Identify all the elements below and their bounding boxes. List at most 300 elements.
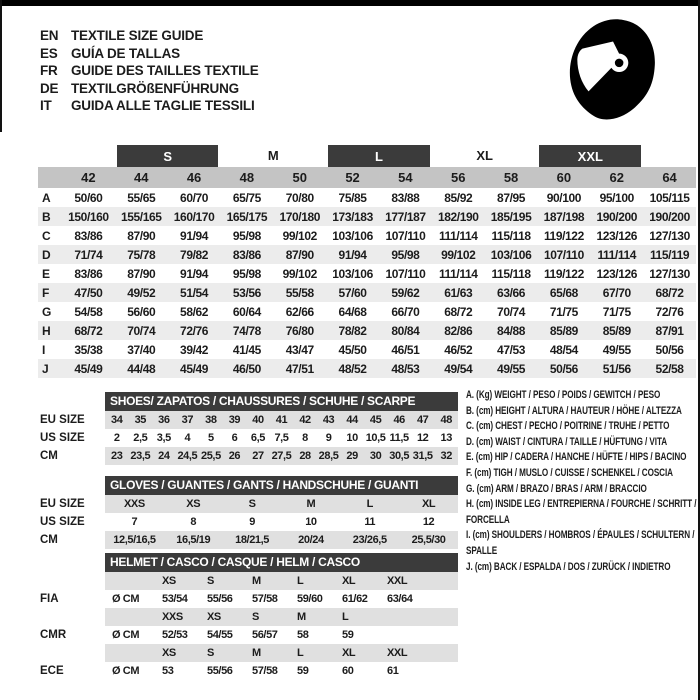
size-header-62: 62 <box>590 167 643 188</box>
cell-h-54: 80/84 <box>379 321 432 340</box>
helmet-size-s: S <box>245 608 290 626</box>
row-label-us-size: US SIZE <box>40 432 85 444</box>
cell-d-58: 103/106 <box>485 245 538 264</box>
cell-b-42: 150/160 <box>62 207 115 226</box>
cell-e-44: 87/90 <box>127 266 156 281</box>
cell-a-60: 90/100 <box>546 190 582 205</box>
cell-c-52: 103/106 <box>332 228 373 243</box>
helmet-value: 59/60 <box>297 593 323 605</box>
value-cell: 27 <box>246 447 270 465</box>
row-label-f: F <box>38 283 62 302</box>
cell-e-46: 91/94 <box>180 266 209 281</box>
language-title: TEXTILE SIZE GUIDE <box>71 28 204 43</box>
cell-h-52: 78/82 <box>326 321 379 340</box>
cell-i-50: 43/47 <box>285 342 314 357</box>
row-label-d: D <box>38 245 62 264</box>
band-filler <box>105 572 155 590</box>
band-filler <box>425 608 458 626</box>
cell-a-52: 75/85 <box>338 190 367 205</box>
cell-c-64: 127/130 <box>649 228 690 243</box>
row-label-i: I <box>42 342 45 357</box>
cell-h-42: 68/72 <box>62 321 115 340</box>
cell-h-48: 74/78 <box>220 321 273 340</box>
cell-b-64: 190/200 <box>643 207 696 226</box>
row-label-e: E <box>42 266 50 281</box>
helmet-value: 55/56 <box>207 665 233 677</box>
cell-i-42: 35/38 <box>74 342 103 357</box>
cell-c-60: 119/122 <box>543 228 584 243</box>
helmet-value: 58 <box>297 629 309 641</box>
size-header-56: 56 <box>432 167 485 188</box>
value-cell: 25,5/30 <box>399 531 458 549</box>
measurement-i: I. (cm) SHOULDERS / HOMBROS / ÉPAULES / SCHULTERN / SPALLE <box>466 529 695 557</box>
value-cell: L <box>340 495 399 513</box>
cell-b-48: 165/175 <box>220 207 273 226</box>
helmet-value: 57/58 <box>252 665 278 677</box>
cell-i-54: 46/51 <box>391 342 420 357</box>
cell-h-64: 87/91 <box>643 321 696 340</box>
cell-c-58: 115/118 <box>491 228 531 243</box>
cell-a-46: 60/70 <box>180 190 209 205</box>
helmet-size-table <box>38 553 458 680</box>
value-cell: 30,5 <box>387 447 411 465</box>
cell-d-56: 99/102 <box>432 245 485 264</box>
cell-i-48: 41/45 <box>232 342 261 357</box>
helmet-size-xxl: XXL <box>380 644 425 662</box>
value-cell: 18/21,5 <box>223 531 282 549</box>
language-code-es: ES <box>40 45 58 61</box>
value-cell: 6,5 <box>250 432 265 444</box>
cell-g-42: 54/58 <box>74 304 103 319</box>
helmet-size-xs: XS <box>200 608 245 626</box>
row-label-eu-size: EU SIZE <box>40 498 85 510</box>
cell-b-52: 173/183 <box>326 207 379 226</box>
cell-j-48: 46/50 <box>220 359 273 378</box>
row-label-h: H <box>38 321 62 340</box>
cell-h-56: 82/86 <box>432 321 485 340</box>
value-cell: 13 <box>440 432 452 444</box>
shoes-size-table <box>38 392 458 465</box>
value-cell: 46 <box>387 411 411 429</box>
language-code-en: EN <box>40 28 59 43</box>
cell-i-58: 47/53 <box>497 342 526 357</box>
cell-a-56: 85/92 <box>444 190 473 205</box>
value-cell: XL <box>399 495 458 513</box>
value-cell: 43 <box>317 411 341 429</box>
standard-label-cmr: CMR <box>40 629 67 641</box>
row-label-b: B <box>38 207 62 226</box>
section-title: HELMET / CASCO / CASQUE / HELM / CASCO <box>105 553 458 572</box>
section-title: SHOES/ ZAPATOS / CHAUSSURES / SCHUHE / SCARPE <box>105 392 458 411</box>
language-code-it: IT <box>40 98 52 113</box>
cell-b-58: 185/195 <box>485 207 538 226</box>
row-label-cm: CM <box>40 450 58 462</box>
cell-g-56: 68/72 <box>444 304 473 319</box>
value-cell: 2,5 <box>133 432 148 444</box>
cell-g-64: 72/76 <box>655 304 684 319</box>
cell-f-62: 67/70 <box>590 283 643 302</box>
value-cell: 45 <box>364 411 388 429</box>
standard-label-fia: FIA <box>40 593 59 605</box>
cell-a-50: 70/80 <box>285 190 314 205</box>
cell-h-44: 70/74 <box>115 321 168 340</box>
band-filler <box>425 572 458 590</box>
cell-i-60: 48/54 <box>549 342 578 357</box>
cell-i-52: 45/50 <box>338 342 367 357</box>
cell-g-48: 60/64 <box>232 304 261 319</box>
value-cell: 6 <box>231 432 238 444</box>
cell-b-60: 187/198 <box>537 207 590 226</box>
helmet-size-l: L <box>290 644 335 662</box>
diameter-unit: Ø CM <box>112 593 140 605</box>
measurement-b: B. (cm) HEIGHT / ALTURA / HAUTEUR / HÖHE / ALTEZZA <box>466 404 682 417</box>
cell-g-62: 71/75 <box>602 304 631 319</box>
value-cell: 9 <box>325 432 332 444</box>
helmet-size-s: S <box>200 572 245 590</box>
helmet-value: 55/56 <box>207 593 233 605</box>
measurement-e: E. (cm) HIP / CADERA / HANCHE / HÜFTE / HIPS / BACINO <box>466 451 687 464</box>
value-cell: 8 <box>190 516 197 528</box>
cell-f-58: 63/66 <box>485 283 538 302</box>
language-code-fr: FR <box>40 63 58 78</box>
cell-b-62: 190/200 <box>590 207 643 226</box>
value-cell: 42 <box>293 411 317 429</box>
language-title: GUIDE DES TAILLES TEXTILE <box>71 63 259 78</box>
cell-d-62: 111/114 <box>590 245 643 264</box>
value-cell: 11 <box>364 516 376 528</box>
cell-d-44: 75/78 <box>115 245 168 264</box>
helmet-value: 61 <box>387 665 399 677</box>
value-cell: 41 <box>270 411 294 429</box>
cell-h-46: 72/76 <box>168 321 221 340</box>
cell-f-50: 55/58 <box>273 283 326 302</box>
helmet-size-m: M <box>245 572 290 590</box>
size-group-l: L <box>328 145 430 167</box>
cell-g-58: 70/74 <box>497 304 526 319</box>
helmet-value: 59 <box>342 629 354 641</box>
cell-e-56: 111/114 <box>438 266 478 281</box>
cell-h-60: 85/89 <box>537 321 590 340</box>
language-row <box>40 80 259 98</box>
size-header-50: 50 <box>273 167 326 188</box>
value-cell: 44 <box>340 411 364 429</box>
cell-i-56: 46/52 <box>444 342 473 357</box>
cell-c-42: 83/86 <box>74 228 103 243</box>
helmet-value: 59 <box>297 665 309 677</box>
size-header-60: 60 <box>537 167 590 188</box>
row-label-us-size: US SIZE <box>40 516 85 528</box>
cell-a-62: 95/100 <box>599 190 634 205</box>
value-cell: 23/26,5 <box>340 531 399 549</box>
cell-b-44: 155/165 <box>115 207 168 226</box>
cell-j-56: 49/54 <box>432 359 485 378</box>
value-cell: 12 <box>422 516 435 528</box>
cell-d-42: 71/74 <box>62 245 115 264</box>
value-cell: M <box>281 495 340 513</box>
value-cell: 29 <box>340 447 364 465</box>
row-label-c: C <box>42 228 51 243</box>
value-cell: 12 <box>416 432 429 444</box>
helmet-size-blank <box>380 608 425 626</box>
cell-e-62: 123/126 <box>596 266 638 281</box>
cell-c-56: 111/114 <box>438 228 478 243</box>
cell-e-54: 107/110 <box>385 266 426 281</box>
cell-j-62: 51/56 <box>590 359 643 378</box>
cell-a-48: 65/75 <box>232 190 261 205</box>
helmet-size-xxs: XXS <box>155 608 200 626</box>
language-row <box>40 97 259 115</box>
helmet-size-s: S <box>200 644 245 662</box>
helmet-value: 56/57 <box>252 629 278 641</box>
diameter-unit: Ø CM <box>112 629 140 641</box>
section-title: GLOVES / GUANTES / GANTS / HANDSCHUHE / GUANTI <box>105 476 458 495</box>
size-header-46: 46 <box>168 167 221 188</box>
cell-a-54: 83/88 <box>391 190 420 205</box>
top-border <box>0 0 700 6</box>
value-cell: 26 <box>223 447 247 465</box>
value-cell: 23,5 <box>129 447 153 465</box>
cell-g-52: 64/68 <box>338 304 367 319</box>
measurement-f: F. (cm) TIGH / MUSLO / CUISSE / SCHENKEL / COSCIA <box>466 466 673 479</box>
measurement-g: G. (cm) ARM / BRAZO / BRAS / ARM / BRACCIO <box>466 482 647 495</box>
cell-e-50: 99/102 <box>282 266 317 281</box>
language-title: TEXTILGRÖßENFÜHRUNG <box>71 80 239 96</box>
main-size-table <box>38 144 696 378</box>
value-cell: 11,5 <box>389 432 409 444</box>
cell-f-56: 61/63 <box>432 283 485 302</box>
row-label-cm: CM <box>40 534 58 546</box>
value-cell: 3,5 <box>156 432 171 444</box>
cell-c-54: 107/110 <box>385 228 426 243</box>
helmet-value: 63/64 <box>387 593 413 605</box>
language-title: GUÍA DE TALLAS <box>71 45 180 61</box>
gloves-size-table <box>38 476 458 549</box>
language-row <box>40 27 259 45</box>
value-cell: 10 <box>305 516 317 528</box>
value-cell: 10,5 <box>365 432 386 444</box>
measurement-j: J. (cm) BACK / ESPALDA / DOS / ZURÜCK / INDIETRO <box>466 560 671 573</box>
cell-f-46: 51/54 <box>168 283 221 302</box>
row-label-g: G <box>42 304 51 319</box>
measurement-legend <box>466 388 697 575</box>
value-cell: 20/24 <box>281 531 340 549</box>
value-cell: 5 <box>208 432 214 444</box>
cell-e-64: 127/130 <box>649 266 690 281</box>
measurement-d: D. (cm) WAIST / CINTURA / TAILLE / HÜFTUNG / VITA <box>466 435 668 448</box>
band-filler <box>105 644 155 662</box>
cell-f-64: 68/72 <box>643 283 696 302</box>
cell-d-46: 79/82 <box>168 245 221 264</box>
value-cell: S <box>223 495 282 513</box>
cell-f-60: 65/68 <box>537 283 590 302</box>
cell-j-44: 44/48 <box>115 359 168 378</box>
value-cell: 27,5 <box>270 447 294 465</box>
cell-j-64: 52/58 <box>643 359 696 378</box>
value-cell: 7,5 <box>274 432 289 444</box>
value-cell: 12,5/16,5 <box>105 531 164 549</box>
size-group-s: S <box>117 145 219 167</box>
cell-h-62: 85/89 <box>590 321 643 340</box>
size-header-52: 52 <box>326 167 379 188</box>
row-label-a: A <box>42 190 51 205</box>
value-cell: XXS <box>105 495 164 513</box>
value-cell: 36 <box>152 411 176 429</box>
racing-helmet-icon <box>566 18 658 127</box>
value-cell: 37 <box>176 411 200 429</box>
cell-j-52: 48/52 <box>326 359 379 378</box>
cell-g-44: 56/60 <box>127 304 156 319</box>
cell-d-64: 115/119 <box>643 245 696 264</box>
cell-g-46: 58/62 <box>180 304 209 319</box>
band-filler <box>425 644 458 662</box>
cell-i-46: 39/42 <box>180 342 209 357</box>
cell-i-62: 49/55 <box>602 342 631 357</box>
value-cell: 30 <box>364 447 388 465</box>
left-border <box>0 0 2 132</box>
cell-i-64: 50/56 <box>655 342 684 357</box>
cell-j-54: 48/53 <box>379 359 432 378</box>
helmet-value: 60 <box>342 665 354 677</box>
value-cell: 32 <box>434 447 458 465</box>
cell-f-42: 47/50 <box>62 283 115 302</box>
cell-f-54: 59/62 <box>379 283 432 302</box>
cell-c-62: 123/126 <box>596 228 638 243</box>
size-header-54: 54 <box>379 167 432 188</box>
size-header-blank <box>38 167 62 188</box>
helmet-value: 61/62 <box>342 593 368 605</box>
value-cell: 47 <box>411 411 435 429</box>
value-cell: 24,5 <box>176 447 200 465</box>
helmet-size-xxl: XXL <box>380 572 425 590</box>
value-cell: 25,5 <box>199 447 223 465</box>
value-cell: 40 <box>246 411 270 429</box>
cell-j-60: 50/56 <box>537 359 590 378</box>
cell-d-50: 87/90 <box>273 245 326 264</box>
helmet-value: 53 <box>162 665 174 677</box>
size-header-44: 44 <box>115 167 168 188</box>
size-header-48: 48 <box>220 167 273 188</box>
value-cell: 34 <box>105 411 129 429</box>
value-cell: 4 <box>184 432 191 444</box>
language-title-list <box>40 27 259 115</box>
cell-e-60: 119/122 <box>543 266 584 281</box>
cell-e-42: 83/86 <box>74 266 103 281</box>
measurement-a: A. (Kg) WEIGHT / PESO / POIDS / GEWITCH / PESO <box>466 389 661 401</box>
helmet-size-m: M <box>245 644 290 662</box>
cell-f-52: 57/60 <box>326 283 379 302</box>
band-filler <box>105 608 155 626</box>
cell-h-58: 84/88 <box>485 321 538 340</box>
size-header-58: 58 <box>485 167 538 188</box>
cell-f-48: 53/56 <box>220 283 273 302</box>
cell-h-50: 76/80 <box>273 321 326 340</box>
helmet-value: 53/54 <box>162 593 188 605</box>
cell-c-44: 87/90 <box>127 228 156 243</box>
cell-b-50: 170/180 <box>273 207 326 226</box>
standard-label-ece: ECE <box>40 665 64 677</box>
cell-e-58: 115/118 <box>491 266 531 281</box>
row-label-eu-size: EU SIZE <box>40 414 85 426</box>
diameter-unit: Ø CM <box>112 665 140 677</box>
value-cell: 2 <box>113 432 120 444</box>
cell-g-54: 66/70 <box>391 304 420 319</box>
helmet-size-xs: XS <box>155 644 200 662</box>
value-cell: 8 <box>302 432 308 444</box>
cell-e-52: 103/106 <box>332 266 373 281</box>
helmet-size-xs: XS <box>155 572 200 590</box>
cell-g-60: 71/75 <box>549 304 578 319</box>
cell-j-46: 45/49 <box>168 359 221 378</box>
size-header-42: 42 <box>62 167 115 188</box>
value-cell: 48 <box>434 411 458 429</box>
language-code-de: DE <box>40 80 59 96</box>
value-cell: 10 <box>346 432 358 444</box>
value-cell: 35 <box>129 411 153 429</box>
value-cell: 39 <box>223 411 247 429</box>
language-row <box>40 62 259 80</box>
row-label-j: J <box>38 359 62 378</box>
cell-d-60: 107/110 <box>537 245 590 264</box>
value-cell: 24 <box>152 447 176 465</box>
cell-c-46: 91/94 <box>180 228 209 243</box>
language-title: GUIDA ALLE TAGLIE TESSILI <box>71 98 255 113</box>
helmet-size-xl: XL <box>335 572 380 590</box>
value-cell: XS <box>164 495 223 513</box>
cell-a-42: 50/60 <box>74 190 103 205</box>
cell-a-44: 55/65 <box>127 190 156 205</box>
helmet-value: 52/53 <box>162 629 188 641</box>
measurement-h: H. (cm) INSIDE LEG / ENTREPIERNA / FOURCHE / SCHRITT / FORCELLA <box>466 498 697 526</box>
helmet-size-m: M <box>290 608 335 626</box>
value-cell: 23 <box>105 447 129 465</box>
value-cell: 16,5/19 <box>164 531 223 549</box>
cell-i-44: 37/40 <box>127 342 156 357</box>
cell-a-64: 105/115 <box>649 190 690 205</box>
value-cell: 38 <box>199 411 223 429</box>
cell-b-54: 177/187 <box>379 207 432 226</box>
size-group-xxl: XXL <box>539 145 641 167</box>
cell-e-48: 95/98 <box>232 266 261 281</box>
size-group-m: M <box>267 148 279 163</box>
cell-c-48: 95/98 <box>232 228 261 243</box>
cell-g-50: 62/66 <box>285 304 314 319</box>
cell-b-56: 182/190 <box>432 207 485 226</box>
cell-d-48: 83/86 <box>220 245 273 264</box>
cell-f-44: 49/52 <box>115 283 168 302</box>
value-cell: 31,5 <box>411 447 435 465</box>
value-cell: 7 <box>131 516 138 528</box>
measurement-c: C. (cm) CHEST / PECHO / POITRINE / TRUHE / PETTO <box>466 420 670 433</box>
cell-c-50: 99/102 <box>282 228 317 243</box>
helmet-value: 54/55 <box>207 629 233 641</box>
cell-d-54: 95/98 <box>379 245 432 264</box>
helmet-value <box>380 626 425 644</box>
cell-j-50: 47/51 <box>273 359 326 378</box>
helmet-value: 57/58 <box>252 593 278 605</box>
size-group-xl: XL <box>476 148 493 163</box>
cell-a-58: 87/95 <box>497 190 526 205</box>
size-header-64: 64 <box>643 167 696 188</box>
cell-j-58: 49/55 <box>485 359 538 378</box>
value-cell: 9 <box>249 516 255 528</box>
value-cell: 28,5 <box>317 447 341 465</box>
language-row <box>40 45 259 63</box>
helmet-size-xl: XL <box>335 644 380 662</box>
cell-b-46: 160/170 <box>168 207 221 226</box>
cell-j-42: 45/49 <box>62 359 115 378</box>
cell-d-52: 91/94 <box>326 245 379 264</box>
value-cell: 28 <box>293 447 317 465</box>
